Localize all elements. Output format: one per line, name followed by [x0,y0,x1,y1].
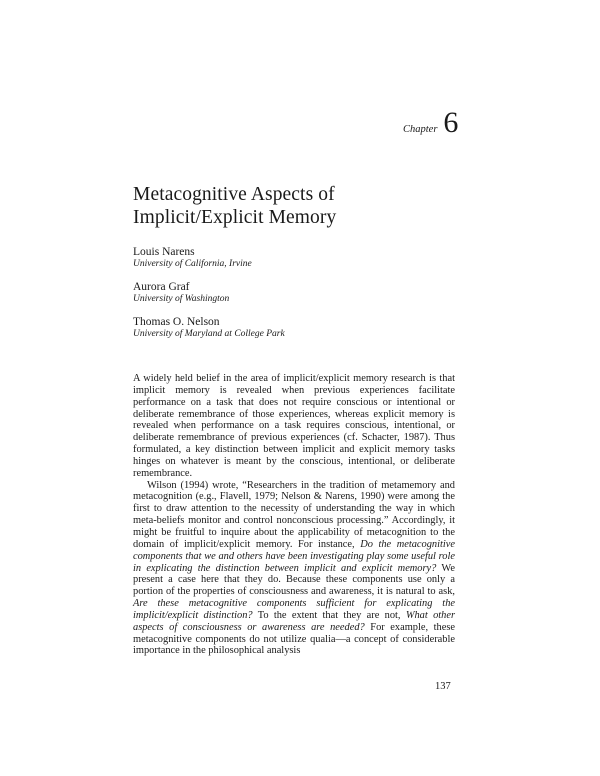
title-line-2: Implicit/Explicit Memory [133,207,337,228]
paragraph-2-text-a: Wilson (1994) wrote, “Researchers in the tradition of metamemory and metacognition (e.g., Flavell, 1979; Nelson & Narens, 1990) were among the first to draw attention to the necessity of understanding the way in which meta-beliefs monitor and control nonconscious processing.” Accordingly, it might be fruitful to inquire about the applicability of metacognition to the domain of implicit/explicit memory. For instance, [133,479,455,550]
author-block [133,316,285,340]
chapter-heading [403,108,458,138]
title-line-1: Metacognitive Aspects of [133,184,335,205]
author-affiliation: University of Maryland at College Park [133,329,285,339]
paragraph-2-question-2: Are these metacognitive components sufficient for explicating the implicit/explicit distinction? [133,598,455,621]
author-list [133,246,285,351]
chapter-label: Chapter [403,124,438,135]
author-name: Aurora Graf [133,281,190,293]
author-affiliation: University of Washington [133,294,230,304]
paragraph-2-question-3: What other aspects of consciousness or awareness are needed? [133,609,456,633]
author-name: Thomas O. Nelson [133,316,220,328]
author-affiliation: University of California, Irvine [133,259,252,269]
author-name: Louis Narens [133,246,195,258]
paragraph-2-text-c: To the extent that they are not, [252,609,406,621]
paragraph-1: A widely held belief in the area of implicit/explicit memory research is that implicit memory is revealed when previous experiences facilitate performance on a task that does not require conscious or intentional or deliberate remembrance of those experiences, whereas explicit memory is revealed when performance on a task requires conscious, intentional, or deliberate remembrance of previous experiences (cf. Schacter, 1987). Thus formulated, a key distinction between implicit and explicit memory tasks hinges on whatever is meant by the conscious, intentional, or deliberate remembrance. [133,373,455,479]
author-block [133,281,285,305]
page-number: 137 [435,681,451,692]
paragraph-2-text-d: For example, these metacognitive components do not utilize qualia—a concept of considerable importance in the philosophical analysis [133,621,455,657]
paragraph-2-text-b: We present a case here that they do. Because these components use only a portion of the properties of consciousness and awareness, it is natural to ask, [133,562,455,598]
body-text [133,373,455,657]
page-title [133,183,336,229]
paragraph-2 [133,480,455,658]
author-block [133,246,285,270]
chapter-number: 6 [443,106,459,139]
paragraph-2-question-1: Do the metacognitive components that we and others have been investigating play some useful role in explicating the distinction between implicit and explicit memory? [133,538,456,574]
